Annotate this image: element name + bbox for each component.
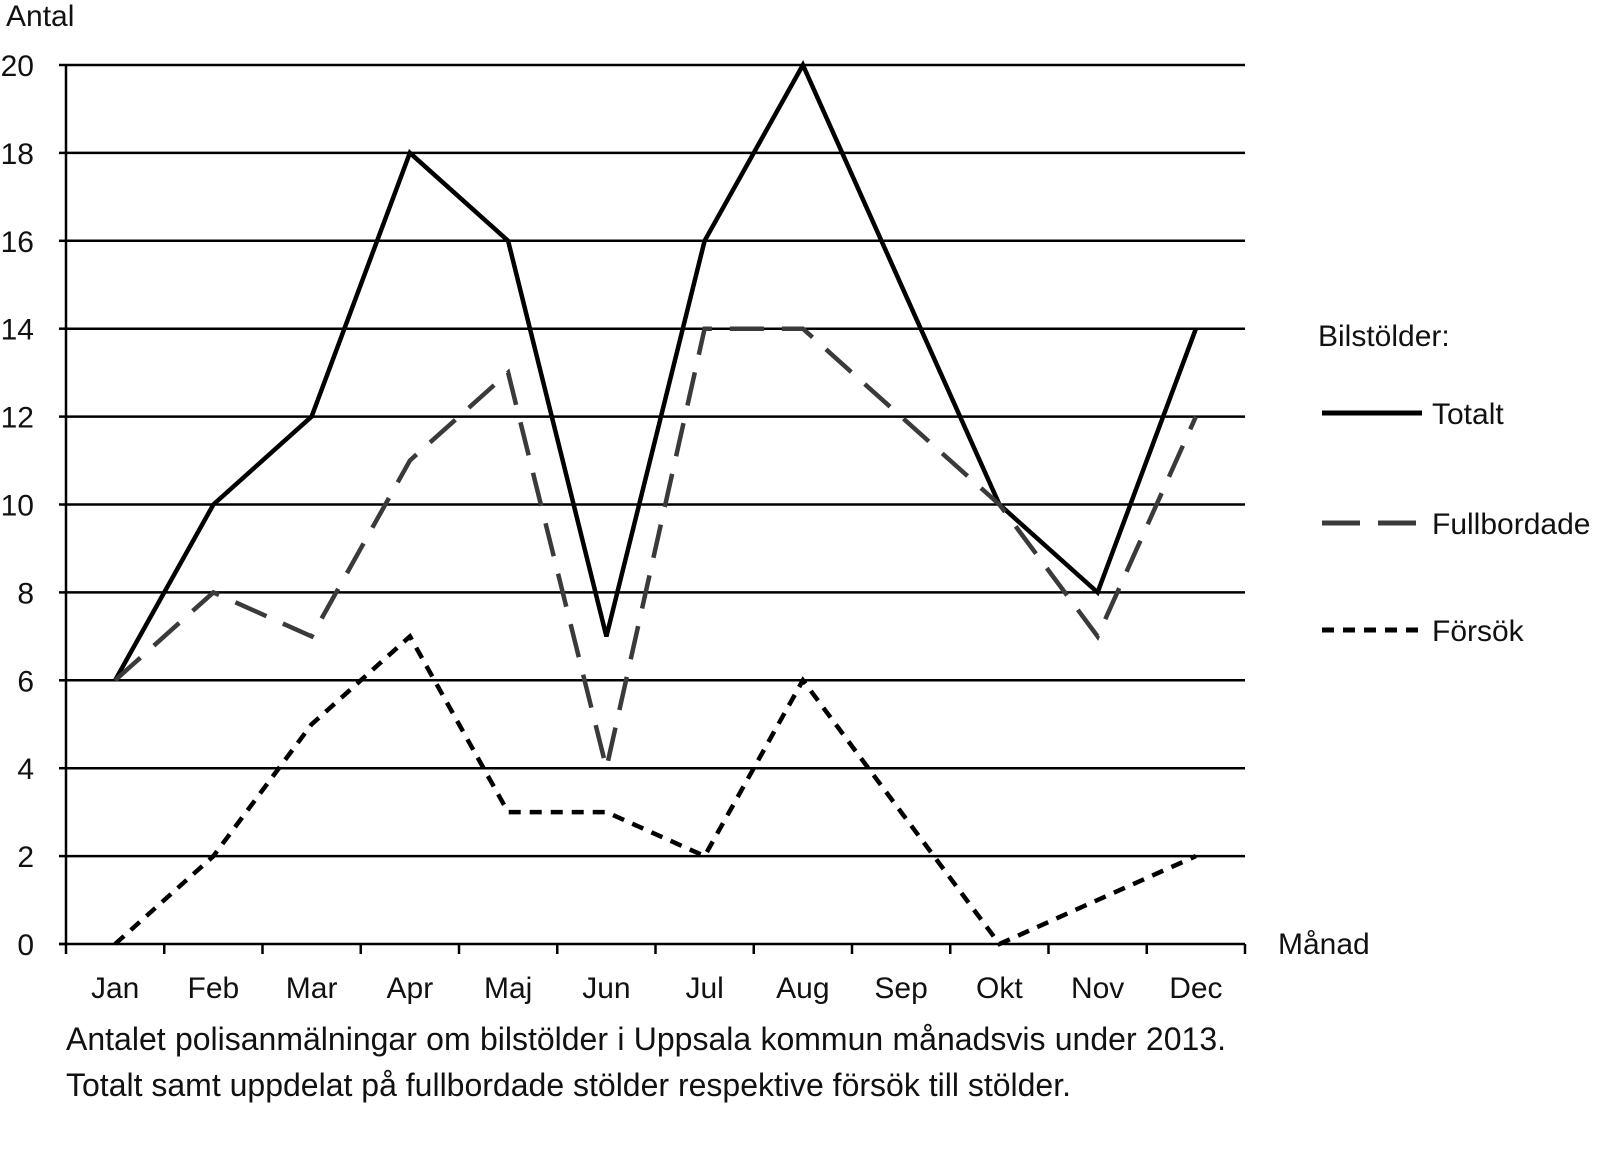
x-tick-label-mar: Mar: [285, 972, 338, 1005]
x-tick-label-jun: Jun: [582, 972, 631, 1005]
x-tick-label-apr: Apr: [386, 972, 434, 1005]
x-tick-label-okt: Okt: [976, 972, 1023, 1005]
x-tick-label-sep: Sep: [874, 972, 928, 1005]
x-tick-label-feb: Feb: [187, 972, 240, 1005]
y-tick-label: 14: [0, 313, 34, 347]
legend-label-försök: Försök: [1432, 615, 1524, 648]
x-tick-label-jul: Jul: [685, 972, 724, 1005]
x-axis: [59, 944, 1245, 1005]
series-line-totalt: [115, 65, 1196, 680]
y-tick-label: 20: [0, 50, 34, 83]
y-axis-label: Antal: [6, 0, 75, 33]
x-tick-label-dec: Dec: [1169, 972, 1223, 1005]
x-axis-label: Månad: [1278, 928, 1370, 961]
series-line-fullbordade: [115, 329, 1196, 769]
legend-title: Bilstölder:: [1318, 320, 1450, 353]
y-tick-label: 8: [17, 577, 34, 611]
y-axis-ticks: [1, 50, 66, 962]
x-tick-label-jan: Jan: [90, 972, 140, 1005]
y-tick-label: 2: [17, 841, 34, 875]
legend-label-totalt: Totalt: [1432, 398, 1504, 431]
y-tick-label: 12: [0, 401, 34, 435]
series-line-försök: [115, 636, 1196, 944]
gridlines: [66, 65, 1245, 856]
figure-caption: Antalet polisanmälningar om bilstölder i Uppsala kommun månadsvis under 2013. Totalt samt uppdelat på fullbordade stölder respektive försök till stölder.: [66, 1021, 1226, 1103]
x-tick-label-nov: Nov: [1070, 972, 1125, 1005]
x-tick-label-maj: Maj: [483, 972, 533, 1005]
x-tick-label-aug: Aug: [776, 972, 830, 1005]
legend: [1318, 320, 1590, 648]
y-tick-label: 4: [17, 753, 34, 787]
legend-label-fullbordade: Fullbordade: [1432, 508, 1591, 541]
y-tick-label: 16: [0, 225, 34, 259]
y-tick-label: 0: [17, 929, 34, 962]
y-tick-label: 18: [0, 137, 34, 171]
y-tick-label: 10: [0, 489, 34, 523]
y-tick-label: 6: [17, 665, 34, 699]
